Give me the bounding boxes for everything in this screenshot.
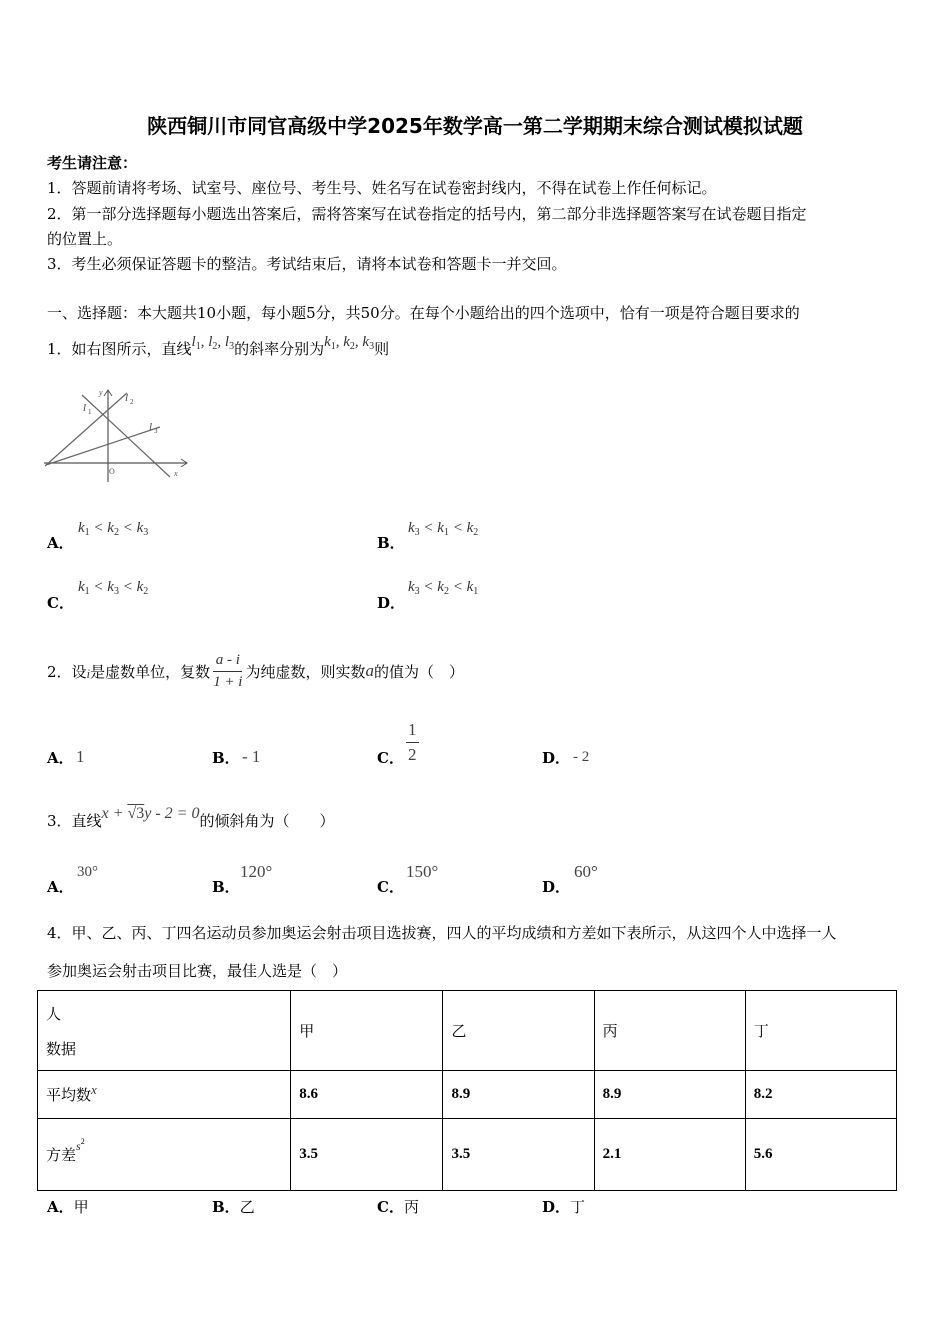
page-title: 陕西铜川市同官高级中学2025年数学高一第二学期期末综合测试模拟试题 [147,114,803,138]
question-1 [47,334,390,360]
q3-option-d-label: D． [542,878,571,896]
table-header-row [38,991,897,1071]
q2-option-c-label: C． [377,749,404,767]
label-l3: l [149,421,153,433]
q1-option-d-label: D． [377,594,406,612]
q2-option-c-den: 2 [408,745,417,764]
q4-line-2: 参加奥运会射击项目比赛，最佳人选是（ ） [47,962,348,980]
q2-mid1: 是虚数单位，复数 [90,662,211,681]
q1-mid: 的斜率分别为 [234,340,325,358]
q2-frac-den: 1 + i [213,673,243,690]
q2-option-a-label: A． [47,749,74,767]
q3-option-d: 60° [574,862,598,881]
table-cell: 8.6 [291,1071,443,1119]
q2-option-c [406,720,419,765]
line-l2 [82,395,170,477]
q4-option-a: A．甲 [47,1198,89,1216]
q2-option-c-num: 1 [406,720,419,743]
q1-option-b-label: B． [377,534,405,552]
q3-equation: x + √3y - 2 = 0 [101,804,200,822]
header-corner: 人 数据 [38,991,291,1071]
q3-suffix: 的倾斜角为（ ） [199,812,335,830]
table-cell: 8.9 [443,1071,594,1119]
notice-item-2: 2．第一部分选择题每小题选出答案后，需将答案写在试卷指定的括号内，第二部分非选择题答案写在试卷题目指定 [47,205,807,223]
q2-mid2: 为纯虚数，则实数 [245,662,366,681]
q2-prefix: 2．设 [47,662,87,681]
q3-option-b-label: B． [212,878,240,896]
q1-option-a-label: A． [47,534,74,552]
svg-text:3: 3 [154,427,158,435]
table-cell: 5.6 [745,1119,896,1191]
q2-option-d: - 2 [573,749,590,765]
row-label-mean: 平均数x [38,1071,291,1119]
q1-option-c-label: C． [47,594,74,612]
line-l3 [46,427,160,465]
q1-option-c: $k_1 < k_3 < k_2$ [78,579,149,597]
header-col-3: 丙 [594,991,745,1071]
label-y: y [99,388,103,397]
table-cell: 8.2 [745,1071,896,1119]
notice-heading: 考生请注意： [47,154,138,172]
q1-option-a: $k_1 < k_2 < k_3$ [78,520,149,538]
table-cell: 2.1 [594,1119,745,1191]
notice-item-2-cont: 的位置上。 [47,230,123,248]
q2-i: i [86,666,91,681]
header-col-2: 乙 [443,991,594,1071]
label-l2: l [125,392,129,404]
header-col-4: 丁 [745,991,896,1071]
q2-option-b: - 1 [242,747,261,766]
svg-text:2: 2 [130,398,134,406]
q2-a: a [365,661,374,680]
svg-text:1: 1 [88,408,92,416]
q4-table [37,990,897,1191]
q2-option-a: 1 [76,747,85,766]
table-row [38,1119,897,1191]
q4-option-c: C．丙 [377,1198,419,1216]
question-3 [47,804,335,831]
table-cell: 3.5 [443,1119,594,1191]
q1-option-d: $k_3 < k_2 < k_1$ [408,579,479,597]
q1-lines: $l_1$, $l_2$, $l_3$ [191,334,235,352]
q3-option-c-label: C． [377,878,404,896]
question-2 [47,636,464,706]
q2-option-d-label: D． [542,749,571,767]
q3-option-b: 120° [240,862,273,881]
notice-item-1: 1．答题前请将考场、试室号、座位号、考生号、姓名写在试卷密封线内，不得在试卷上作任何标记。 [47,179,717,197]
notice-item-3: 3．考生必须保证答题卡的整洁。考试结束后，请将本试卷和答题卡一并交回。 [47,255,567,273]
q1-suffix: 则 [374,340,390,358]
q2-fraction [213,652,242,691]
q3-option-a-label: A． [47,878,74,896]
table-cell: 3.5 [291,1119,443,1191]
section-heading: 一、选择题：本大题共10小题，每小题5分，共50分。在每个小题给出的四个选项中，恰有一项是符合题目要求的 [47,304,800,322]
label-l1: l [83,402,87,414]
table-cell: 8.9 [594,1071,745,1119]
q4-option-b: B．乙 [212,1198,255,1216]
label-origin: O [109,467,115,476]
q3-option-c: 150° [406,862,439,881]
header-col-1: 甲 [291,991,443,1071]
label-x: x [174,469,178,478]
q1-slopes: $k_1$, $k_2$, $k_3$ [324,334,375,352]
q3-option-a: 30° [77,864,98,880]
q3-prefix: 3．直线 [47,812,102,830]
row-label-variance: 方差$^{s2}$ [38,1119,291,1191]
q1-figure [42,385,192,485]
table-row [38,1071,897,1119]
q2-frac-num: a - i [213,652,242,672]
q1-prefix: 1．如右图所示，直线 [47,340,192,358]
q2-suffix: 的值为（ ） [374,662,465,681]
q4-line-1: 4．甲、乙、丙、丁四名运动员参加奥运会射击项目选拔赛，四人的平均成绩和方差如下表所示，从这四个人中选择一人 [47,924,837,942]
q4-option-d: D．丁 [542,1198,586,1216]
q2-option-b-label: B． [212,749,240,767]
q1-option-b: $k_3 < k_1 < k_2$ [408,520,479,538]
